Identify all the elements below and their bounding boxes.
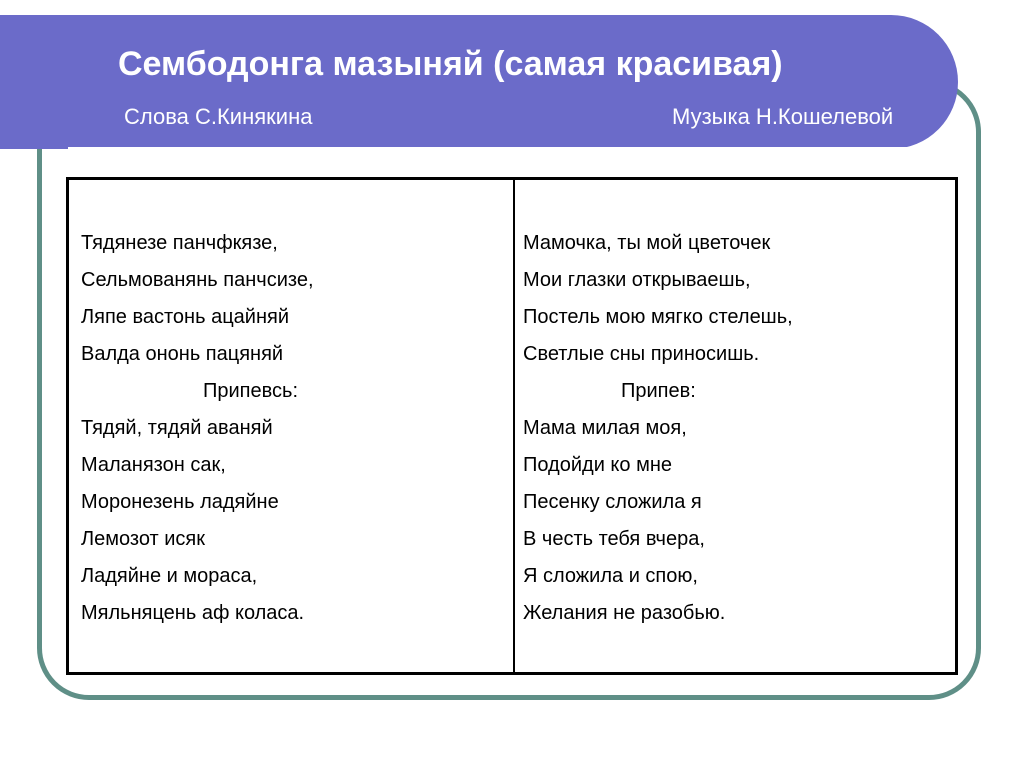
music-credit: Музыка Н.Кошелевой: [672, 104, 894, 129]
lyric-line: Ляпе вастонь ацайняй: [81, 306, 289, 328]
lyrics-column-russian: [523, 225, 793, 632]
lyric-line: В честь тебя вчера,: [523, 528, 705, 550]
title-bar: [40, 15, 958, 149]
lyric-line: Желания не разобью.: [523, 602, 726, 624]
lyric-line: Сельмованянь панчсизе,: [81, 269, 314, 291]
lyric-line: Мяльняцень аф коласа.: [81, 602, 305, 624]
page-title: Сембодонга мазыняй (самая красивая): [118, 45, 783, 83]
column-divider: [513, 180, 515, 672]
lyric-line: Лемозот исяк: [81, 528, 205, 550]
lyric-line: Тядяй, тядяй аваняй: [81, 417, 273, 439]
lyric-line: Постель мою мягко стелешь,: [523, 306, 793, 328]
lyric-line: Тядянезе панчфкязе,: [81, 232, 278, 254]
lyrics-column-erzya: [81, 225, 314, 632]
lyrics-credit: Слова С.Кинякина: [124, 104, 313, 129]
lyric-line: Мои глазки открываешь,: [523, 269, 751, 291]
lyric-line: Валда ононь пацяняй: [81, 343, 284, 365]
lyric-line: Ладяйне и мораса,: [81, 565, 258, 587]
lyric-line: Песенку сложила я: [523, 491, 702, 513]
lyric-line: Мамочка, ты мой цветочек: [523, 232, 771, 254]
lyrics-table: [66, 177, 958, 675]
chorus-label: Припев:: [621, 380, 696, 402]
lyric-line: Подойди ко мне: [523, 454, 672, 476]
lyric-line: Светлые сны приносишь.: [523, 343, 760, 365]
lyric-line: Моронезень ладяйне: [81, 491, 279, 513]
lyric-line: Мама милая моя,: [523, 417, 687, 439]
chorus-label: Припевсь:: [203, 380, 298, 402]
lyric-line: Я сложила и спою,: [523, 565, 698, 587]
lyric-line: Маланязон сак,: [81, 454, 226, 476]
title-underline: [68, 147, 948, 151]
